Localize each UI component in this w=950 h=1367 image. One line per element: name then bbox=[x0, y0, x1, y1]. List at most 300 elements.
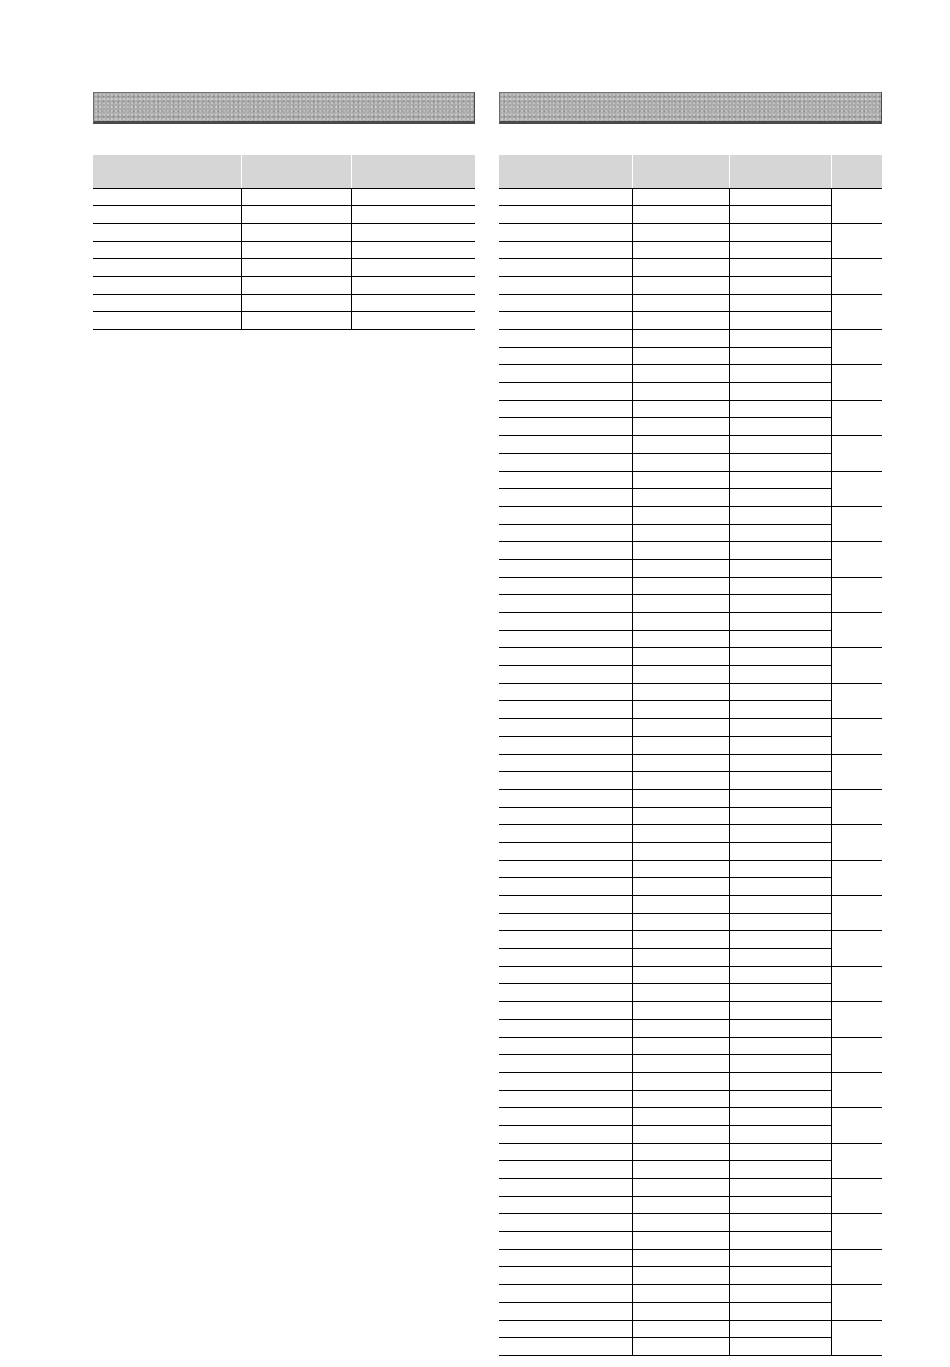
table-cell bbox=[499, 1108, 632, 1126]
table-row bbox=[93, 223, 475, 241]
table-row bbox=[499, 1249, 882, 1267]
group-cell bbox=[831, 577, 882, 612]
table-cell bbox=[499, 471, 632, 489]
table-cell bbox=[499, 789, 632, 807]
table-cell bbox=[499, 489, 632, 507]
left-table-header-cell bbox=[241, 155, 351, 188]
table-cell bbox=[632, 259, 729, 277]
table-row bbox=[499, 471, 882, 489]
table-row bbox=[499, 1179, 882, 1197]
left-table-header-cell bbox=[93, 155, 241, 188]
group-cell bbox=[831, 542, 882, 577]
table-cell bbox=[729, 1108, 831, 1126]
table-row bbox=[499, 223, 882, 241]
table-row bbox=[499, 1214, 882, 1232]
table-cell bbox=[351, 276, 475, 294]
table-cell bbox=[632, 1143, 729, 1161]
group-cell bbox=[831, 188, 882, 223]
right-table-header-cell bbox=[831, 155, 882, 188]
table-row bbox=[499, 719, 882, 737]
table-cell bbox=[499, 365, 632, 383]
table-cell bbox=[729, 365, 831, 383]
table-cell bbox=[499, 807, 632, 825]
table-cell bbox=[632, 294, 729, 312]
table-cell bbox=[729, 206, 831, 224]
table-cell bbox=[632, 1019, 729, 1037]
group-cell bbox=[831, 1143, 882, 1178]
table-row bbox=[499, 666, 882, 684]
table-cell bbox=[499, 648, 632, 666]
table-cell bbox=[729, 1267, 831, 1285]
table-cell bbox=[729, 436, 831, 454]
table-cell bbox=[499, 825, 632, 843]
table-cell bbox=[632, 223, 729, 241]
right-table-header-row bbox=[499, 155, 882, 188]
table-row bbox=[499, 860, 882, 878]
table-cell bbox=[93, 294, 241, 312]
table-cell bbox=[632, 206, 729, 224]
table-cell bbox=[632, 188, 729, 206]
table-cell bbox=[499, 1143, 632, 1161]
table-cell bbox=[499, 736, 632, 754]
table-cell bbox=[632, 453, 729, 471]
table-cell bbox=[729, 860, 831, 878]
table-cell bbox=[729, 1302, 831, 1320]
table-row bbox=[499, 524, 882, 542]
table-cell bbox=[93, 223, 241, 241]
table-cell bbox=[729, 595, 831, 613]
table-cell bbox=[499, 1037, 632, 1055]
table-cell bbox=[93, 206, 241, 224]
table-row bbox=[499, 1285, 882, 1303]
table-cell bbox=[632, 913, 729, 931]
table-cell bbox=[632, 542, 729, 560]
table-cell bbox=[499, 1019, 632, 1037]
group-cell bbox=[831, 400, 882, 435]
table-row bbox=[499, 330, 882, 348]
table-cell bbox=[499, 842, 632, 860]
table-cell bbox=[632, 1232, 729, 1250]
table-cell bbox=[729, 949, 831, 967]
table-row bbox=[499, 648, 882, 666]
table-cell bbox=[499, 188, 632, 206]
table-cell bbox=[632, 966, 729, 984]
table-cell bbox=[729, 825, 831, 843]
table-cell bbox=[499, 1285, 632, 1303]
table-cell bbox=[241, 206, 351, 224]
table-cell bbox=[632, 595, 729, 613]
table-row bbox=[499, 400, 882, 418]
group-cell bbox=[831, 506, 882, 541]
table-cell bbox=[632, 736, 729, 754]
right-table bbox=[499, 155, 882, 1356]
table-cell bbox=[729, 772, 831, 790]
table-cell bbox=[351, 188, 475, 206]
table-cell bbox=[729, 683, 831, 701]
table-row bbox=[499, 542, 882, 560]
table-cell bbox=[499, 524, 632, 542]
table-cell bbox=[241, 188, 351, 206]
table-cell bbox=[729, 524, 831, 542]
table-cell bbox=[499, 860, 632, 878]
table-cell bbox=[93, 241, 241, 259]
table-cell bbox=[729, 1037, 831, 1055]
table-cell bbox=[632, 789, 729, 807]
table-row bbox=[499, 559, 882, 577]
table-cell bbox=[241, 241, 351, 259]
table-row bbox=[499, 383, 882, 401]
table-row bbox=[499, 842, 882, 860]
table-cell bbox=[499, 506, 632, 524]
group-cell bbox=[831, 365, 882, 400]
group-cell bbox=[831, 1249, 882, 1284]
group-cell bbox=[831, 648, 882, 683]
group-cell bbox=[831, 613, 882, 648]
table-cell bbox=[729, 1090, 831, 1108]
table-cell bbox=[632, 577, 729, 595]
group-cell bbox=[831, 1108, 882, 1143]
table-cell bbox=[632, 1055, 729, 1073]
table-cell bbox=[729, 701, 831, 719]
table-cell bbox=[499, 878, 632, 896]
group-cell bbox=[831, 1037, 882, 1072]
table-row bbox=[499, 259, 882, 277]
table-cell bbox=[632, 1285, 729, 1303]
table-row bbox=[499, 312, 882, 330]
table-cell bbox=[632, 896, 729, 914]
group-cell bbox=[831, 436, 882, 471]
table-cell bbox=[729, 984, 831, 1002]
table-cell bbox=[632, 489, 729, 507]
table-row bbox=[499, 807, 882, 825]
group-cell bbox=[831, 1072, 882, 1107]
table-cell bbox=[632, 418, 729, 436]
table-cell bbox=[632, 524, 729, 542]
table-row bbox=[499, 1232, 882, 1250]
table-row bbox=[499, 754, 882, 772]
table-cell bbox=[729, 1232, 831, 1250]
right-table-header-cell bbox=[729, 155, 831, 188]
table-cell bbox=[499, 1249, 632, 1267]
table-cell bbox=[632, 772, 729, 790]
group-cell bbox=[831, 1320, 882, 1355]
group-cell bbox=[831, 223, 882, 258]
table-cell bbox=[499, 1320, 632, 1338]
table-cell bbox=[499, 577, 632, 595]
table-row bbox=[499, 188, 882, 206]
table-cell bbox=[729, 418, 831, 436]
table-cell bbox=[499, 1090, 632, 1108]
table-cell bbox=[499, 559, 632, 577]
table-cell bbox=[632, 436, 729, 454]
group-cell bbox=[831, 1214, 882, 1249]
table-row bbox=[499, 949, 882, 967]
table-row bbox=[499, 577, 882, 595]
group-cell bbox=[831, 259, 882, 294]
table-cell bbox=[632, 383, 729, 401]
group-cell bbox=[831, 754, 882, 789]
table-cell bbox=[729, 188, 831, 206]
table-cell bbox=[729, 223, 831, 241]
table-cell bbox=[729, 613, 831, 631]
table-cell bbox=[632, 330, 729, 348]
table-cell bbox=[729, 1320, 831, 1338]
table-cell bbox=[729, 347, 831, 365]
table-cell bbox=[729, 736, 831, 754]
table-cell bbox=[729, 1161, 831, 1179]
group-cell bbox=[831, 896, 882, 931]
table-cell bbox=[499, 259, 632, 277]
table-row bbox=[93, 294, 475, 312]
table-row bbox=[499, 1108, 882, 1126]
table-row bbox=[93, 206, 475, 224]
table-row bbox=[499, 931, 882, 949]
table-row bbox=[499, 1267, 882, 1285]
table-cell bbox=[632, 1002, 729, 1020]
table-row bbox=[499, 1037, 882, 1055]
table-cell bbox=[499, 294, 632, 312]
table-cell bbox=[499, 1125, 632, 1143]
left-table bbox=[93, 155, 475, 330]
table-row bbox=[499, 825, 882, 843]
table-cell bbox=[499, 896, 632, 914]
table-cell bbox=[632, 1196, 729, 1214]
table-cell bbox=[499, 1214, 632, 1232]
table-row bbox=[499, 1072, 882, 1090]
right-table-header-cell bbox=[632, 155, 729, 188]
table-cell bbox=[729, 931, 831, 949]
table-cell bbox=[93, 276, 241, 294]
table-cell bbox=[729, 896, 831, 914]
table-cell bbox=[351, 241, 475, 259]
table-cell bbox=[241, 294, 351, 312]
table-cell bbox=[729, 789, 831, 807]
group-cell bbox=[831, 1179, 882, 1214]
table-cell bbox=[729, 648, 831, 666]
table-cell bbox=[632, 719, 729, 737]
table-cell bbox=[632, 1214, 729, 1232]
table-cell bbox=[729, 276, 831, 294]
table-cell bbox=[499, 966, 632, 984]
table-cell bbox=[241, 259, 351, 277]
table-cell bbox=[729, 807, 831, 825]
table-cell bbox=[632, 648, 729, 666]
table-row bbox=[499, 436, 882, 454]
table-cell bbox=[632, 1302, 729, 1320]
table-row bbox=[499, 241, 882, 259]
table-cell bbox=[729, 241, 831, 259]
table-cell bbox=[499, 1302, 632, 1320]
table-cell bbox=[729, 913, 831, 931]
table-row bbox=[93, 241, 475, 259]
table-cell bbox=[729, 719, 831, 737]
group-cell bbox=[831, 789, 882, 824]
table-row bbox=[499, 294, 882, 312]
table-cell bbox=[93, 188, 241, 206]
table-row bbox=[499, 613, 882, 631]
table-cell bbox=[729, 1019, 831, 1037]
table-row bbox=[499, 276, 882, 294]
table-cell bbox=[729, 383, 831, 401]
table-cell bbox=[499, 400, 632, 418]
table-cell bbox=[351, 312, 475, 330]
table-cell bbox=[729, 506, 831, 524]
table-cell bbox=[499, 330, 632, 348]
table-row bbox=[499, 896, 882, 914]
table-cell bbox=[729, 1285, 831, 1303]
group-cell bbox=[831, 1002, 882, 1037]
table-row bbox=[499, 1338, 882, 1356]
table-cell bbox=[729, 1055, 831, 1073]
table-cell bbox=[632, 1108, 729, 1126]
table-cell bbox=[729, 630, 831, 648]
table-cell bbox=[499, 683, 632, 701]
table-row bbox=[499, 489, 882, 507]
group-cell bbox=[831, 330, 882, 365]
table-cell bbox=[499, 223, 632, 241]
table-cell bbox=[729, 966, 831, 984]
table-row bbox=[499, 878, 882, 896]
table-cell bbox=[632, 860, 729, 878]
table-row bbox=[499, 595, 882, 613]
table-cell bbox=[632, 1037, 729, 1055]
table-row bbox=[499, 453, 882, 471]
table-cell bbox=[499, 1338, 632, 1356]
table-cell bbox=[632, 613, 729, 631]
table-cell bbox=[632, 400, 729, 418]
group-cell bbox=[831, 966, 882, 1001]
right-section-heading-bar bbox=[499, 92, 882, 124]
table-cell bbox=[499, 1055, 632, 1073]
table-row bbox=[499, 1143, 882, 1161]
group-cell bbox=[831, 931, 882, 966]
table-cell bbox=[729, 559, 831, 577]
table-cell bbox=[499, 383, 632, 401]
table-cell bbox=[499, 347, 632, 365]
table-cell bbox=[499, 1002, 632, 1020]
table-cell bbox=[499, 206, 632, 224]
table-cell bbox=[729, 400, 831, 418]
table-row bbox=[93, 312, 475, 330]
table-row bbox=[499, 347, 882, 365]
table-row bbox=[499, 1196, 882, 1214]
group-cell bbox=[831, 471, 882, 506]
table-row bbox=[499, 966, 882, 984]
table-row bbox=[499, 984, 882, 1002]
table-row bbox=[499, 1055, 882, 1073]
table-cell bbox=[729, 489, 831, 507]
table-row bbox=[499, 683, 882, 701]
group-cell bbox=[831, 860, 882, 895]
table-row bbox=[499, 365, 882, 383]
table-cell bbox=[729, 1125, 831, 1143]
table-cell bbox=[499, 1232, 632, 1250]
table-cell bbox=[632, 1125, 729, 1143]
table-cell bbox=[632, 471, 729, 489]
table-cell bbox=[499, 1196, 632, 1214]
table-cell bbox=[351, 223, 475, 241]
table-cell bbox=[632, 984, 729, 1002]
table-cell bbox=[632, 559, 729, 577]
group-cell bbox=[831, 719, 882, 754]
table-cell bbox=[729, 471, 831, 489]
table-row bbox=[499, 913, 882, 931]
table-cell bbox=[499, 1267, 632, 1285]
table-cell bbox=[93, 312, 241, 330]
table-cell bbox=[499, 913, 632, 931]
table-cell bbox=[729, 1249, 831, 1267]
table-row bbox=[499, 701, 882, 719]
table-cell bbox=[632, 1249, 729, 1267]
table-cell bbox=[632, 825, 729, 843]
table-cell bbox=[499, 984, 632, 1002]
table-cell bbox=[729, 453, 831, 471]
table-row bbox=[499, 1090, 882, 1108]
table-row bbox=[499, 1002, 882, 1020]
group-cell bbox=[831, 1285, 882, 1320]
table-row bbox=[499, 1320, 882, 1338]
table-cell bbox=[499, 595, 632, 613]
table-cell bbox=[351, 294, 475, 312]
table-cell bbox=[632, 1179, 729, 1197]
table-cell bbox=[632, 949, 729, 967]
table-cell bbox=[632, 276, 729, 294]
table-cell bbox=[632, 630, 729, 648]
table-cell bbox=[499, 312, 632, 330]
table-row bbox=[499, 789, 882, 807]
table-cell bbox=[729, 842, 831, 860]
table-row bbox=[93, 276, 475, 294]
table-row bbox=[499, 630, 882, 648]
table-cell bbox=[729, 878, 831, 896]
table-cell bbox=[499, 772, 632, 790]
table-cell bbox=[632, 1090, 729, 1108]
table-cell bbox=[632, 365, 729, 383]
table-cell bbox=[729, 312, 831, 330]
table-cell bbox=[632, 1072, 729, 1090]
table-cell bbox=[729, 1179, 831, 1197]
table-cell bbox=[499, 1179, 632, 1197]
table-cell bbox=[632, 666, 729, 684]
table-cell bbox=[632, 931, 729, 949]
table-cell bbox=[632, 683, 729, 701]
table-cell bbox=[729, 542, 831, 560]
table-row bbox=[499, 772, 882, 790]
table-cell bbox=[729, 330, 831, 348]
table-row bbox=[499, 1161, 882, 1179]
table-cell bbox=[729, 294, 831, 312]
table-row bbox=[499, 418, 882, 436]
table-cell bbox=[632, 842, 729, 860]
table-cell bbox=[499, 666, 632, 684]
table-cell bbox=[499, 630, 632, 648]
table-row bbox=[499, 206, 882, 224]
table-cell bbox=[499, 542, 632, 560]
table-cell bbox=[729, 754, 831, 772]
table-row bbox=[93, 259, 475, 277]
group-cell bbox=[831, 294, 882, 329]
table-cell bbox=[729, 1072, 831, 1090]
table-cell bbox=[241, 223, 351, 241]
table-cell bbox=[632, 701, 729, 719]
table-cell bbox=[499, 949, 632, 967]
table-cell bbox=[93, 259, 241, 277]
right-table-header-cell bbox=[499, 155, 632, 188]
table-row bbox=[499, 1019, 882, 1037]
table-cell bbox=[729, 577, 831, 595]
table-row bbox=[499, 1125, 882, 1143]
table-cell bbox=[241, 312, 351, 330]
